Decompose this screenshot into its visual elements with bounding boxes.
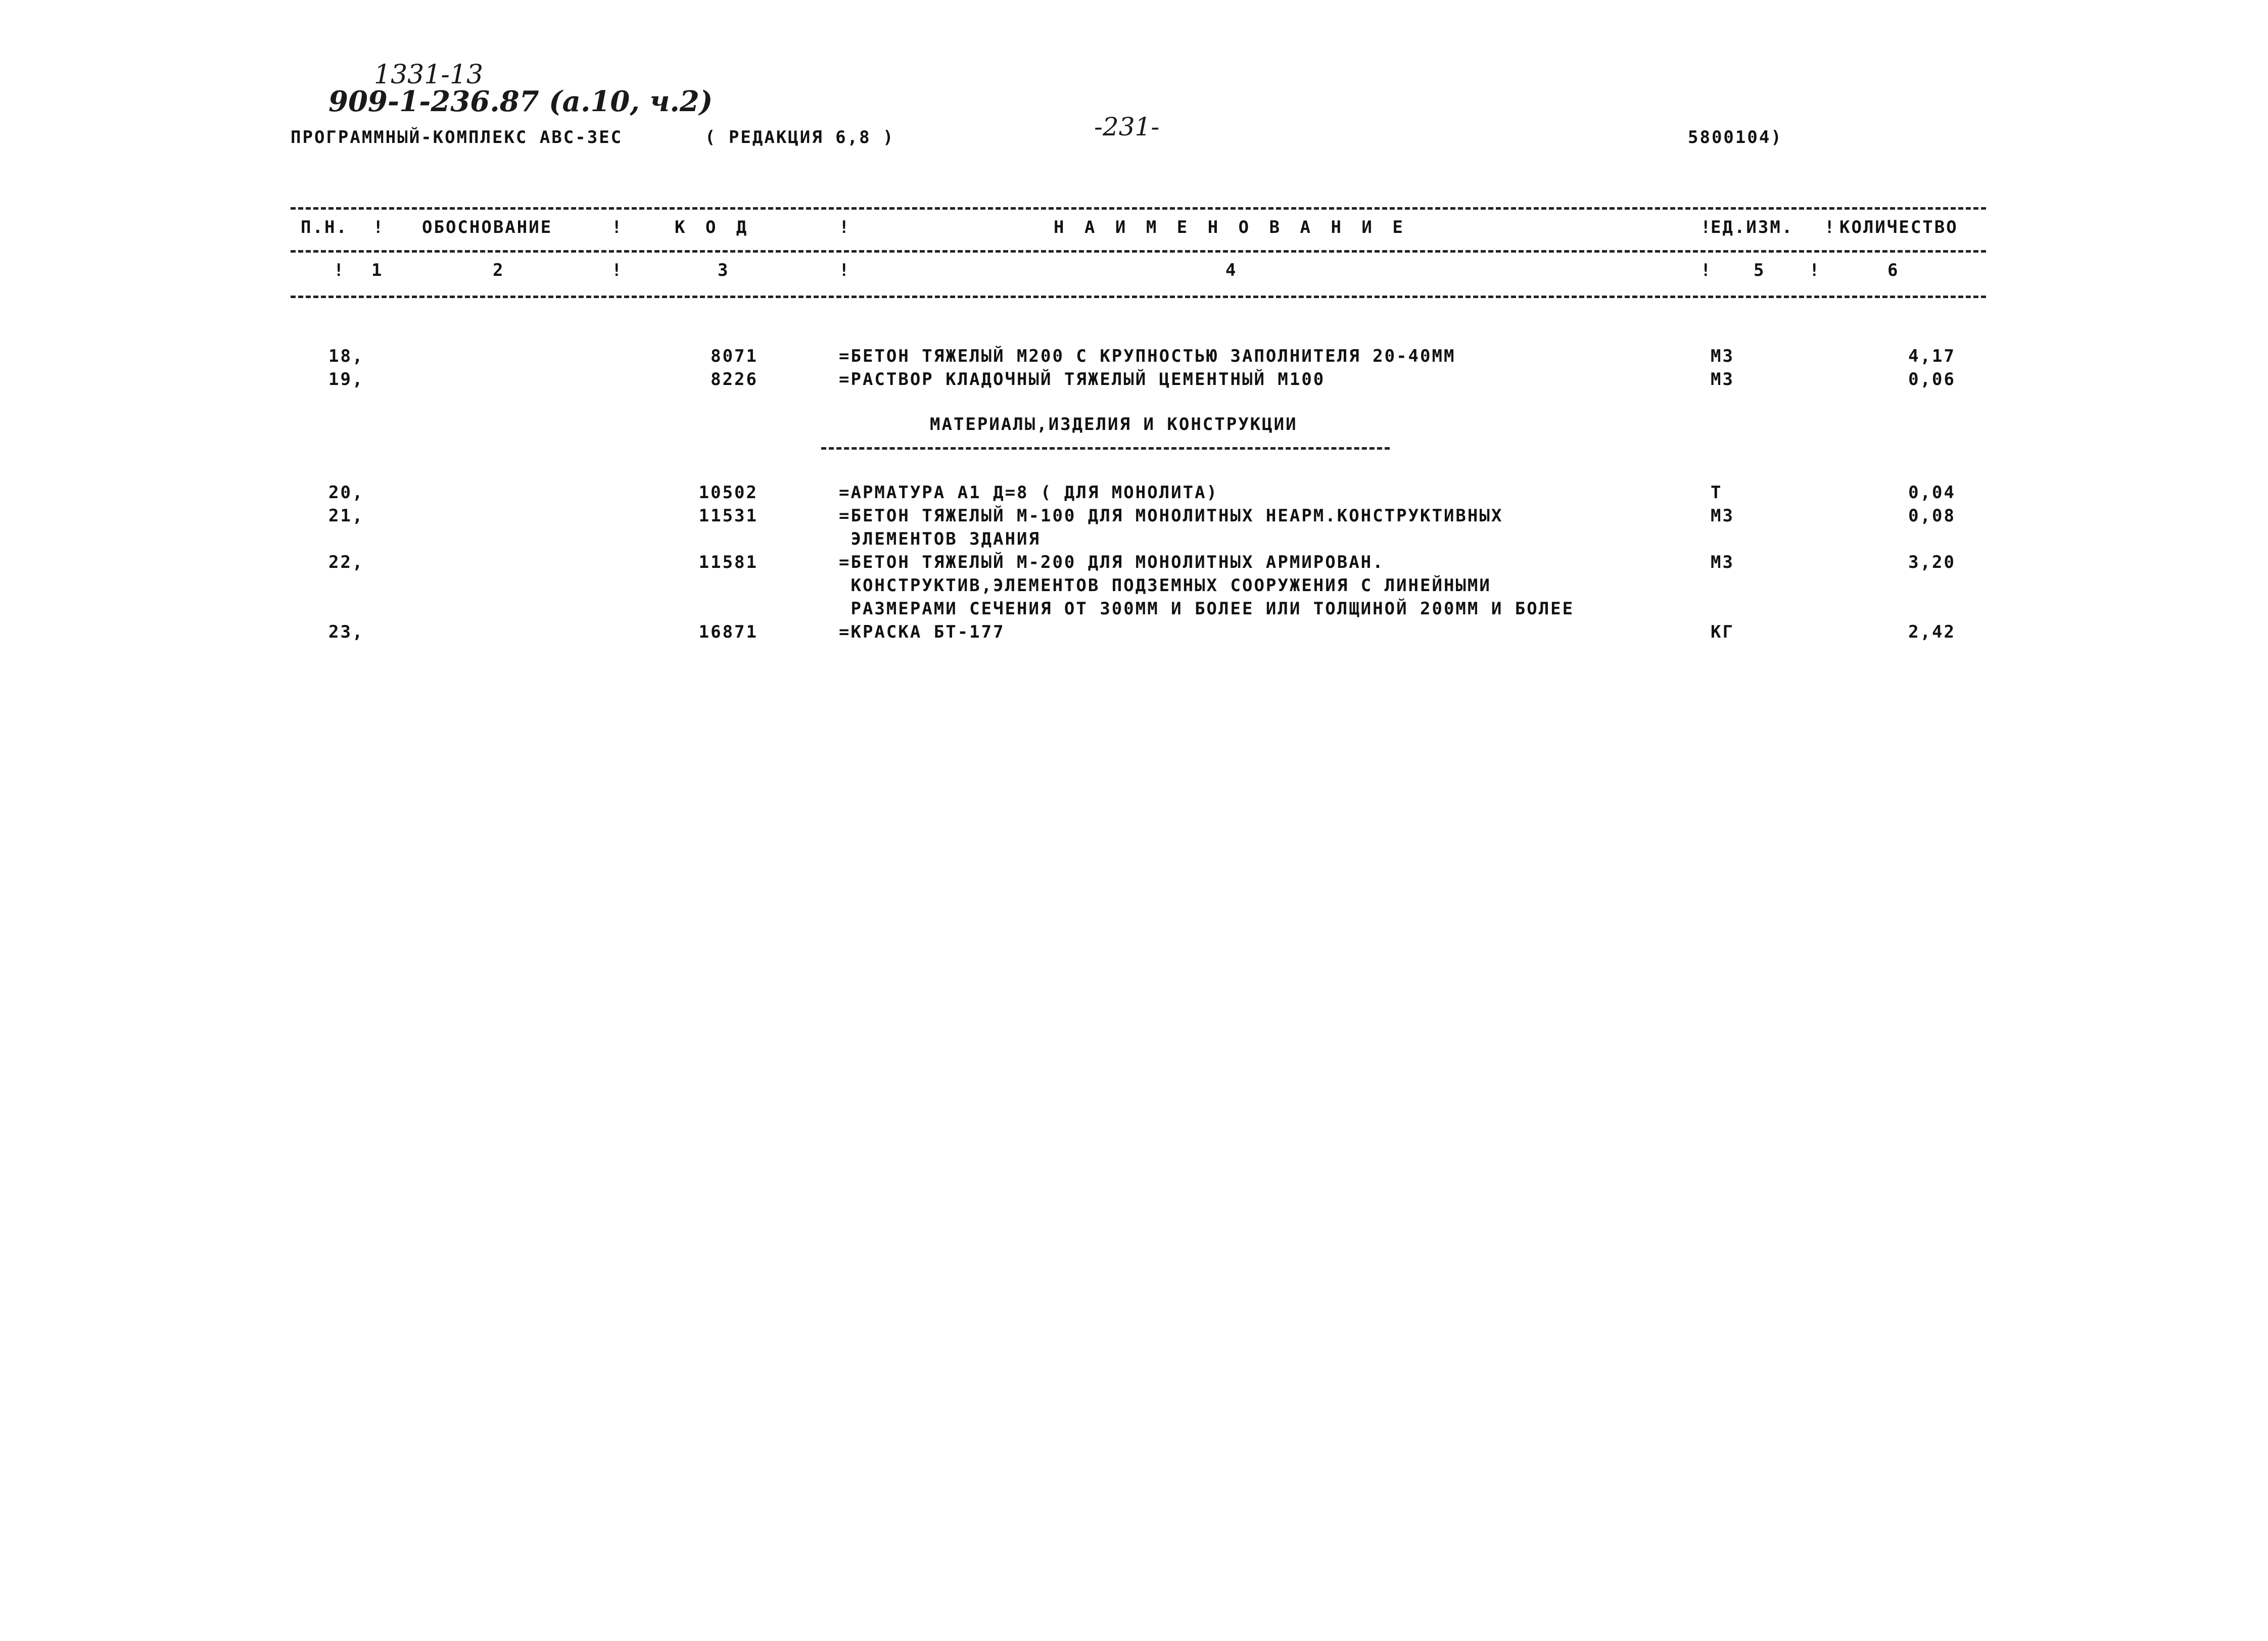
row-number: 23, (328, 622, 364, 642)
row-name-line: РАЗМЕРАМИ СЕЧЕНИЯ ОТ 300ММ И БОЛЕЕ ИЛИ ТОЛЩИНОЙ 200ММ И БОЛЕЕ (839, 599, 1575, 619)
row-number: 21, (328, 506, 364, 526)
row-name-line: ЭЛЕМЕНТОВ ЗДАНИЯ (839, 529, 1041, 549)
row-quantity: 0,04 (1908, 482, 1956, 503)
col-number-3: 3 (718, 260, 730, 280)
row-unit: М3 (1711, 369, 1734, 390)
row-code: 8071 (711, 346, 758, 366)
row-number: 22, (328, 552, 364, 572)
col-header-pn: П.Н. (301, 217, 348, 237)
row-name-line: =БЕТОН ТЯЖЕЛЫЙ М-200 ДЛЯ МОНОЛИТНЫХ АРМИРОВАН. (839, 552, 1385, 572)
row-unit: Т (1711, 482, 1723, 503)
row-name-line: =РАСТВОР КЛАДОЧНЫЙ ТЯЖЕЛЫЙ ЦЕМЕНТНЫЙ М100 (839, 369, 1326, 390)
col-separator: ! (839, 260, 851, 280)
row-unit: КГ (1711, 622, 1734, 642)
row-unit: М3 (1711, 346, 1734, 366)
row-code: 10502 (698, 482, 758, 503)
col-separator: ! (373, 217, 385, 237)
row-name-line: =БЕТОН ТЯЖЕЛЫЙ М-100 ДЛЯ МОНОЛИТНЫХ НЕАРМ.КОНСТРУКТИВНЫХ (839, 506, 1503, 526)
handwritten-registry-number: 1331-13 (374, 60, 484, 90)
row-unit: М3 (1711, 552, 1734, 572)
row-quantity: 0,06 (1908, 369, 1956, 390)
col-number-4: 4 (1225, 260, 1238, 280)
row-number: 20, (328, 482, 364, 503)
row-quantity: 0,08 (1908, 506, 1956, 526)
edition-label: ( РЕДАКЦИЯ 6,8 ) (705, 127, 895, 148)
row-code: 11531 (698, 506, 758, 526)
col-separator: ! (839, 217, 851, 237)
col-number-6: 6 (1887, 260, 1900, 280)
row-name-line: =АРМАТУРА А1 Д=8 ( ДЛЯ МОНОЛИТА) (839, 482, 1219, 503)
col-header-quantity: КОЛИЧЕСТВО (1839, 217, 1958, 237)
col-number-1: 1 (371, 260, 384, 280)
col-header-name: Н А И М Е Н О В А Н И Е (1054, 217, 1408, 237)
handwritten-project-code: 909-1-236.87 (a.10, ч.2) (328, 85, 713, 118)
row-name-line: =КРАСКА БТ-177 (839, 622, 1005, 642)
col-header-code: К О Д (675, 217, 752, 237)
col-header-basis: ОБОСНОВАНИЕ (422, 217, 553, 237)
row-number: 19, (328, 369, 364, 390)
row-code: 11581 (698, 552, 758, 572)
row-name-line: КОНСТРУКТИВ,ЭЛЕМЕНТОВ ПОДЗЕМНЫХ СООРУЖЕНИЯ С ЛИНЕЙНЫМИ (839, 575, 1491, 596)
row-number: 18, (328, 346, 364, 366)
col-separator: ! (1700, 260, 1713, 280)
col-separator: ! (334, 260, 346, 280)
col-separator: ! (611, 217, 624, 237)
table-header-rule (291, 250, 1986, 253)
col-number-2: 2 (493, 260, 505, 280)
table-top-rule (291, 207, 1986, 210)
row-name-line: =БЕТОН ТЯЖЕЛЫЙ М200 С КРУПНОСТЬЮ ЗАПОЛНИТЕЛЯ 20-40ММ (839, 346, 1456, 366)
col-separator: ! (611, 260, 624, 280)
row-quantity: 4,17 (1908, 346, 1956, 366)
col-header-unit: ЕД.ИЗМ. (1711, 217, 1794, 237)
col-separator: ! (1700, 217, 1713, 237)
row-quantity: 3,20 (1908, 552, 1956, 572)
row-quantity: 2,42 (1908, 622, 1956, 642)
row-code: 8226 (711, 369, 758, 390)
handwritten-page-number: -231- (1094, 112, 1160, 141)
row-code: 16871 (698, 622, 758, 642)
col-number-5: 5 (1754, 260, 1766, 280)
program-name: ПРОГРАММНЫЙ-КОМПЛЕКС АВС-3ЕС (291, 127, 623, 148)
section-title-underline (821, 447, 1390, 450)
col-separator: ! (1824, 217, 1836, 237)
document-code: 5800104) (1688, 127, 1783, 148)
section-title: МАТЕРИАЛЫ,ИЗДЕЛИЯ И КОНСТРУКЦИИ (930, 414, 1298, 435)
row-unit: М3 (1711, 506, 1734, 526)
table-header-bottom-rule (291, 296, 1986, 298)
col-separator: ! (1809, 260, 1821, 280)
